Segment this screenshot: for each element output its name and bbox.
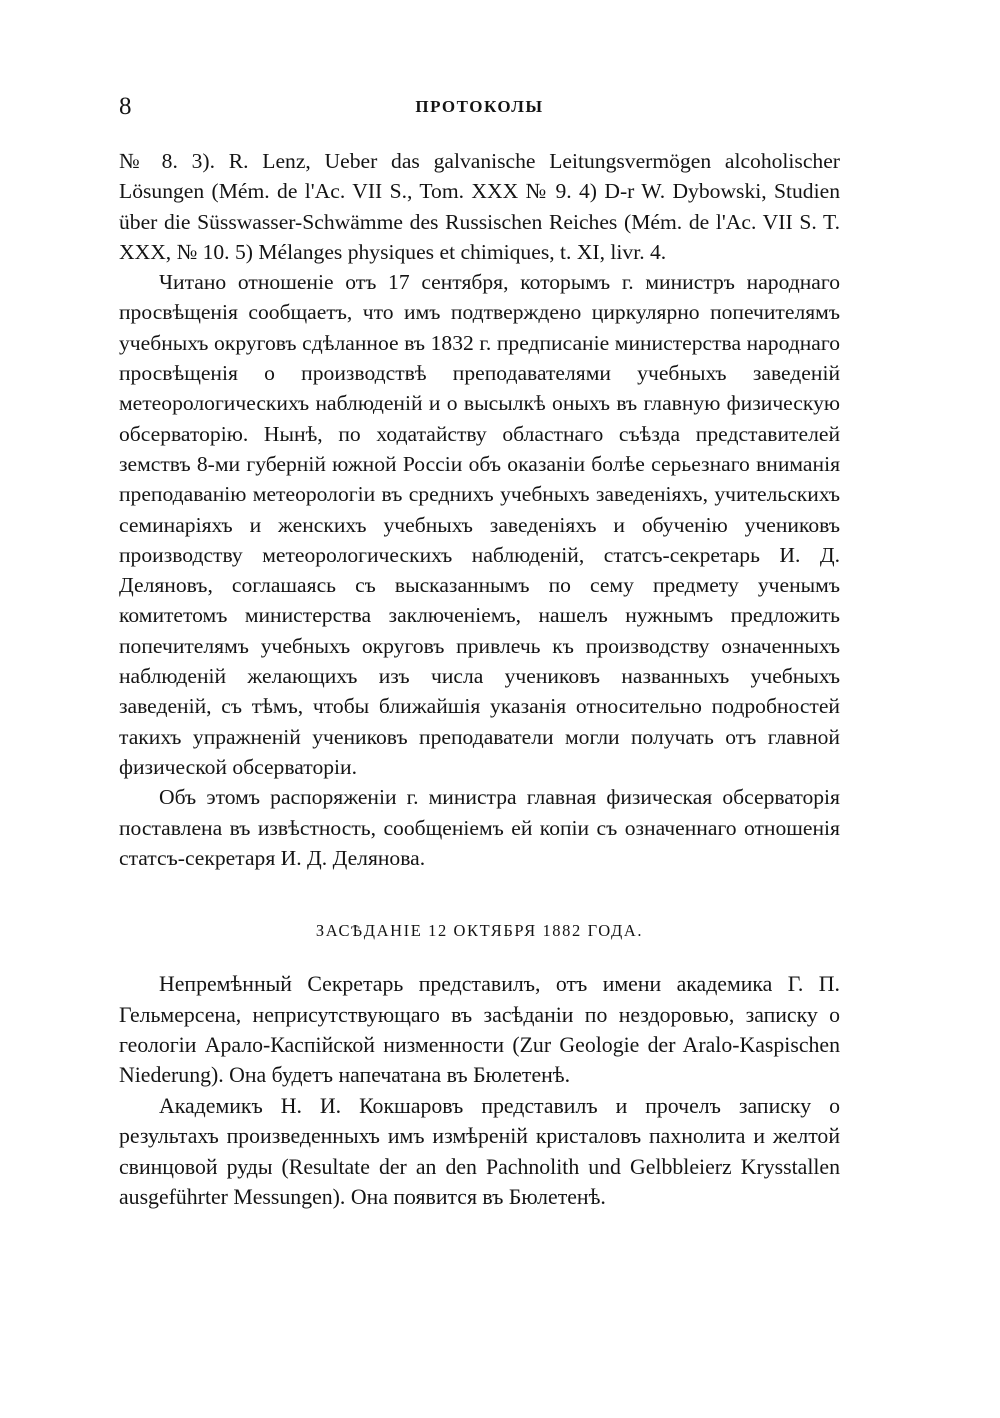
paragraph-ministry-letter: Читано отношеніе отъ 17 сентября, которымъ г. министръ народнаго просвѣщенія сообщаетъ, что имъ подтверждено циркулярно попечителямъ учебныхъ округовъ сдѣланное въ 1832 г. предписаніе министерства народнаго просвѣщенія о производствѣ преподавателями учебныхъ заведеній метеорологическихъ наблюденій и о высылкѣ оныхъ въ главную физическую обсерваторію. Нынѣ, по ходатайству областнаго съѣзда представителей земствъ 8-ми губерній южной Россіи объ оказаніи болѣе серьезнаго вниманія преподаванію метеорологіи въ среднихъ учебныхъ заведеніяхъ, учительскихъ семинаріяхъ и женскихъ учебныхъ заведеніяхъ и обученію учениковъ производству метеорологическихъ наблюденій, статсъ-секретарь И. Д. Деляновъ, соглашаясь съ высказаннымъ по сему предмету ученымъ комитетомъ министерства заключеніемъ, нашелъ нужнымъ предложить попечителямъ учебныхъ округовъ привлечь къ производству означенныхъ наблюденій желающихъ изъ числа учениковъ названныхъ учебныхъ заведеній, съ тѣмъ, чтобы ближайшія указанія относительно подробностей такихъ упражненій учениковъ преподаватели могли получать отъ главной физической обсерваторіи. [119, 270, 840, 779]
section-body [119, 969, 840, 1212]
running-head: ПРОТОКОЛЫ [415, 97, 544, 116]
paragraph-observatory-notice: Объ этомъ распоряженіи г. министра главная физическая обсерваторія поставлена въ извѣстность, сообщеніемъ ей копіи съ означеннаго отношенія статсъ-секретаря И. Д. Делянова. [119, 785, 840, 870]
page-header [119, 92, 840, 122]
body-text [119, 146, 840, 1212]
section-heading: ЗАСѢДАНІЕ 12 ОКТЯБРЯ 1882 ГОДА. [315, 921, 644, 941]
paragraph-secretary-report: Непремѣнный Секретарь представилъ, отъ имени академика Г. П. Гельмерсена, неприсутствующаго въ засѣданіи по нездоровью, записку о геологіи Арало-Каспійской низменности (Zur Geologie der Aralo-Kaspischen Niederung). Она будетъ напечатана въ Бюлетенѣ. [119, 972, 840, 1088]
paragraph-academician-report: Академикъ Н. И. Кокшаровъ представилъ и прочелъ записку о результахъ произведенныхъ имъ измѣреній кристаловъ пахнолита и желтой свинцовой руды (Resultate der an den Pachnolith und Gelbbleierz Krysstallen ausgeführter Messungen). Она появится въ Бюлетенѣ. [119, 1093, 840, 1209]
page-number: 8 [119, 93, 132, 120]
paragraph-continuation: № 8. 3). R. Lenz, Ueber das galvanische Leitungsvermögen alcoholischer Lösungen (Mém. de l'Ac. VII S., Tom. XXX № 9. 4) D-r W. Dybowski, Studien über die Süsswasser-Schwämme des Russischen Reiches (Mém. de l'Ac. VII S. T. XXX, № 10. 5) Mélanges physiques et chimiques, t. XI, livr. 4. [119, 149, 840, 264]
